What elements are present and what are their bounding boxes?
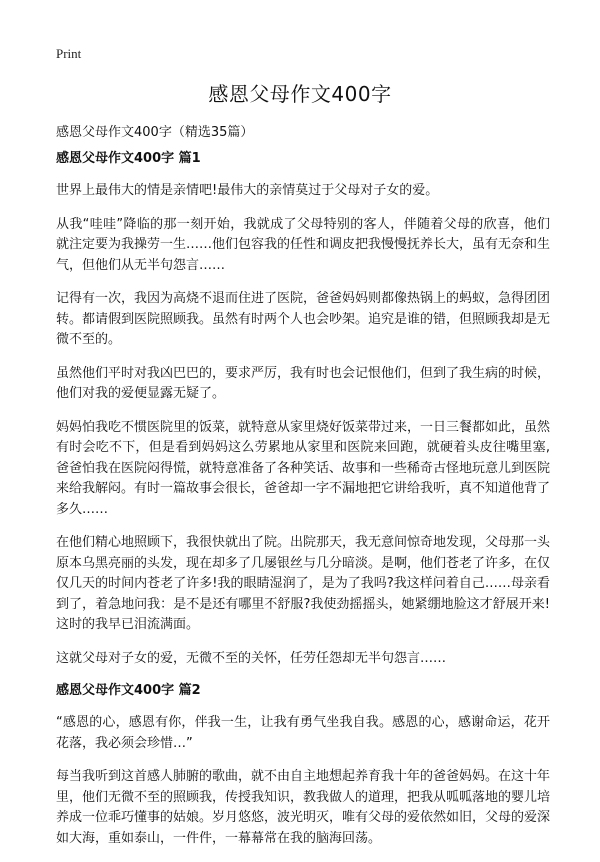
paragraph: 每当我听到这首感人肺腑的歌曲，就不由自主地想起养育我十年的爸爸妈妈。在这十年里，他们无微不至的照顾我，传授我知识，教我做人的道理，把我从呱呱落地的婴儿培养成一位乖巧懂事的姑娘。岁月悠悠，波光明灭，唯有父母的爱依然如旧，父母的爱深如大海，重如泰山，一件件，一幕幕常在我的脑海回荡。 bbox=[56, 769, 551, 846]
paragraph: 虽然他们平时对我凶巴巴的，要求严厉，我有时也会记恨他们，但到了我生病的时候，他们对我的爱便显露无疑了。 bbox=[56, 365, 551, 401]
article-content bbox=[56, 150, 550, 862]
section-heading: 感恩父母作文400字 篇1 bbox=[56, 151, 201, 166]
paragraph: 在他们精心地照顾下，我很快就出了院。出院那天，我无意间惊奇地发现，父母那一头原本乌黑亮丽的头发，现在却多了几屡银丝与几分暗淡。是啊，他们苍老了许多，在仅仅几天的时间内苍老了许多!我的眼睛湿润了，是为了我吗?我这样问着自己……母亲看到了，着急地问我：是不是还有哪里不舒服?我使劲摇摇头，她紧绷地脸这才舒展开来!这时的我早已泪流满面。 bbox=[56, 535, 551, 632]
page-title: 感恩父母作文400字 bbox=[208, 82, 392, 106]
paragraph: 记得有一次，我因为高烧不退而住进了医院，爸爸妈妈则都像热锅上的蚂蚁，急得团团转。都请假到医院照顾我。虽然有时两个人也会吵架。追究是谁的错，但照顾我却是无微不至的。 bbox=[56, 291, 551, 347]
paragraph: “感恩的心，感恩有你，伴我一生，让我有勇气坐我自我。感恩的心，感谢命运，花开花落，我必须会珍惜…” bbox=[56, 715, 550, 751]
section-2 bbox=[56, 682, 550, 849]
section-heading: 感恩父母作文400字 篇2 bbox=[56, 683, 201, 698]
paragraph: 世界上最伟大的情是亲情吧!最伟大的亲情莫过于父母对子女的爱。 bbox=[56, 183, 439, 198]
paragraph: 从我“哇哇”降临的那一刻开始，我就成了父母特别的客人，伴随着父母的欣喜，他们就注定要为我操劳一生……他们包容我的任性和调皮把我慢慢抚养长大，虽有无奈和生气，但他们从无半句怨言…… bbox=[56, 216, 551, 273]
paragraph: 这就父母对子女的爱，无微不至的关怀，任劳任怨却无半句怨言…… bbox=[56, 650, 447, 666]
section-1 bbox=[56, 150, 550, 669]
print-link[interactable]: Print bbox=[56, 46, 82, 61]
page-subtitle: 感恩父母作文400字（精选35篇） bbox=[56, 125, 254, 140]
paragraph: 妈妈怕我吃不惯医院里的饭菜，就特意从家里烧好饭菜带过来，一日三餐都如此，虽然有时会吃不下，但是看到妈妈这么劳累地从家里和医院来回跑，就硬着头皮往嘴里塞,爸爸怕我在医院闷得慌，就特意准备了各种笑话、故事和一些稀奇古怪地玩意儿到医院来给我解闷。有时一篇故事会很长，爸爸却一字不漏地把它讲给我听，真不知道他背了多久…… bbox=[56, 419, 551, 517]
